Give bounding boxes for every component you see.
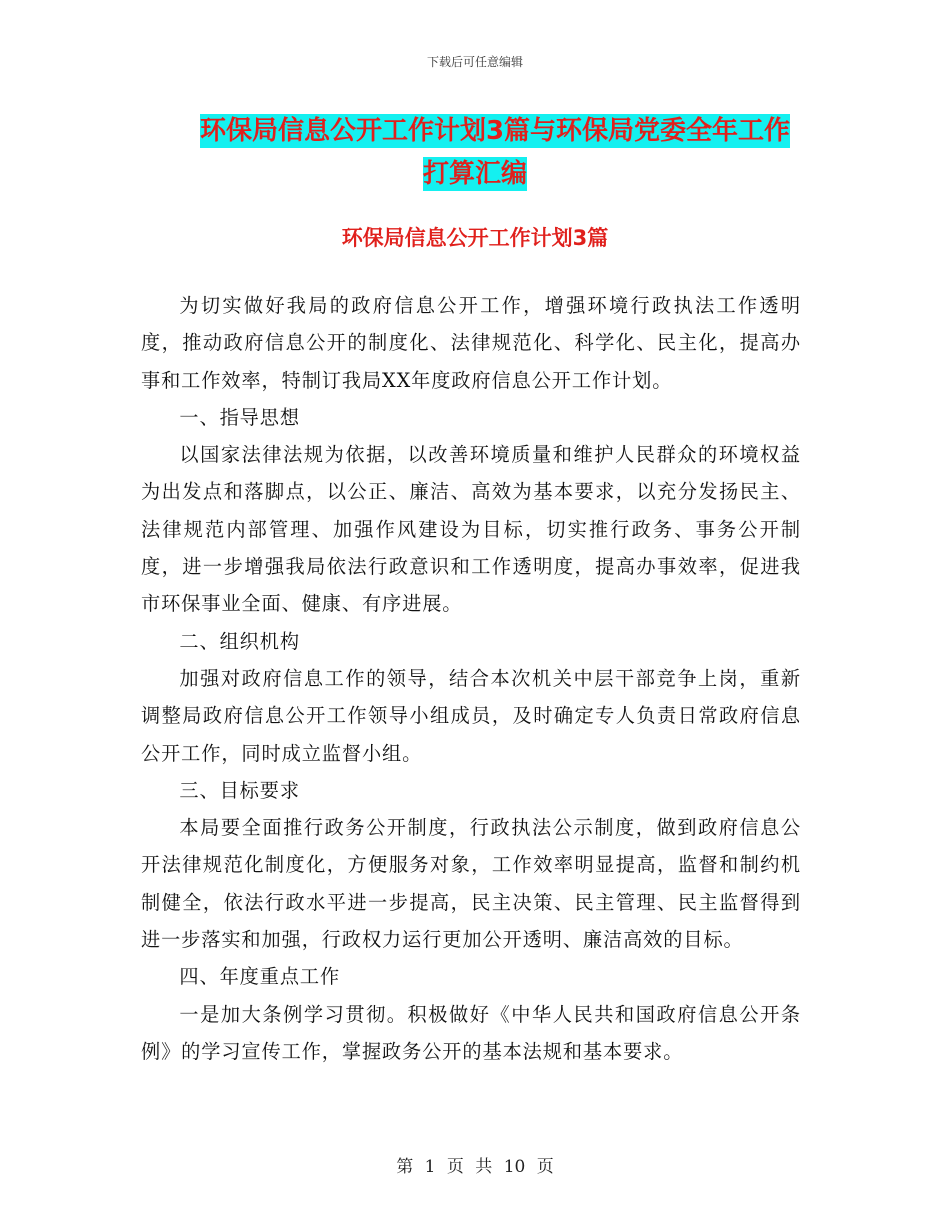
section-title: 环保局信息公开工作计划3篇 <box>341 226 609 250</box>
document-title-line-2 <box>0 153 950 196</box>
paragraph-intro: 为切实做好我局的政府信息公开工作，增强环境行政执法工作透明度，推动政府信息公开的制度化、法律规范化、科学化、民主化，提高办事和工作效率，特制订我局XX年度政府信息公开工作计划。 <box>141 294 801 392</box>
page-header-note: 下载后可任意编辑 <box>426 55 523 69</box>
document-title <box>0 110 950 196</box>
paragraph-annual-key-work: 一是加大条例学习贯彻。积极做好《中华人民共和国政府信息公开条例》的学习宣传工作，掌握政务公开的基本法规和基本要求。 <box>141 1002 801 1063</box>
document-body <box>141 287 801 1070</box>
heading-annual-key-work: 四、年度重点工作 <box>179 965 341 989</box>
title-highlight-1: 环保局信息公开工作计划3篇与环保局党委全年工作 <box>199 116 791 146</box>
heading-target-requirements: 三、目标要求 <box>179 778 300 802</box>
heading-guiding-ideology: 一、指导思想 <box>179 405 300 429</box>
title-highlight-2: 打算汇编 <box>422 159 527 189</box>
document-title-line-1 <box>0 110 950 153</box>
paragraph-organization: 加强对政府信息工作的领导，结合本次机关中层干部竞争上岗，重新调整局政府信息公开工作领导小组成员，及时确定专人负责日常政府信息公开工作，同时成立监督小组。 <box>141 666 801 765</box>
page-number: 第 1 页 共 10 页 <box>396 1157 554 1177</box>
paragraph-guiding-ideology: 以国家法律法规为依据，以改善环境质量和维护人民群众的环境权益为出发点和落脚点，以公正、廉洁、高效为基本要求，以充分发扬民主、法律规范内部管理、加强作风建设为目标，切实推行政务、事务公开制度，进一步增强我局依法行政意识和工作透明度，提高办事效率，促进我市环保事业全面、健康、有序进展。 <box>141 443 801 616</box>
paragraph-target-requirements: 本局要全面推行政务公开制度，行政执法公示制度，做到政府信息公开法律规范化制度化，方便服务对象，工作效率明显提高，监督和制约机制健全，依法行政水平进一步提高，民主决策、民主管理、民主监督得到进一步落实和加强，行政权力运行更加公开透明、廉洁高效的目标。 <box>141 816 801 952</box>
heading-organization: 二、组织机构 <box>179 629 300 653</box>
